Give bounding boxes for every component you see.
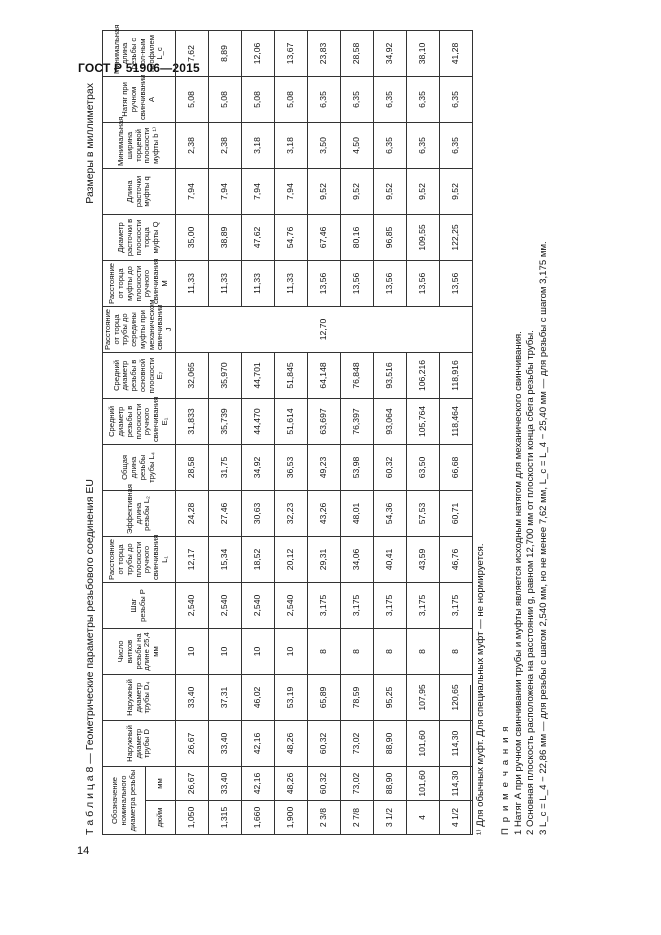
cell-inch: 1,050: [175, 801, 208, 835]
cell-L4: 60,32: [373, 444, 406, 490]
table-row: [208, 30, 241, 834]
cell-D4: 95,25: [373, 674, 406, 720]
col-header: Минимальная ширина торцевой плоскости муфты b ¹⁾: [103, 122, 176, 168]
footnote-separator: [470, 685, 471, 835]
cell-L2: 54,36: [373, 490, 406, 536]
cell-D: 73,02: [340, 720, 373, 766]
cell-E7: 44,701: [241, 352, 274, 398]
cell-L1: 12,17: [175, 536, 208, 582]
col-header: Расстояние от торца трубы до плоскости ручного свинчивания L₁: [103, 536, 176, 582]
cell-L1: 40,41: [373, 536, 406, 582]
cell-E7: 64,148: [307, 352, 340, 398]
cell-L1: 29,31: [307, 536, 340, 582]
cell-D4: 65,89: [307, 674, 340, 720]
cell-M: 13,56: [406, 260, 439, 306]
cell-L1: 34,06: [340, 536, 373, 582]
cell-b: 6,35: [439, 122, 472, 168]
cell-Q: 67,46: [307, 214, 340, 260]
cell-L4: 66,68: [439, 444, 472, 490]
cell-b: 3,18: [241, 122, 274, 168]
cell-D: 33,40: [208, 720, 241, 766]
col-header: Наружный диаметр трубы D₄: [103, 674, 176, 720]
units-note: Размеры в миллиметрах: [84, 83, 96, 204]
cell-L2: 27,46: [208, 490, 241, 536]
cell-mm: 26,67: [175, 766, 208, 800]
cell-q: 7,94: [208, 168, 241, 214]
cell-b: 3,18: [274, 122, 307, 168]
cell-mm: 88,90: [373, 766, 406, 800]
cell-L4: 34,92: [241, 444, 274, 490]
table-row: [274, 30, 307, 834]
cell-E7: 51,845: [274, 352, 307, 398]
cell-E7: 32,065: [175, 352, 208, 398]
cell-turns: 10: [175, 628, 208, 674]
cell-E7: 118,916: [439, 352, 472, 398]
cell-Lc: 41,28: [439, 30, 472, 76]
col-header: Натяг при ручном свинчивании A: [103, 76, 176, 122]
cell-E7: 35,970: [208, 352, 241, 398]
cell-b: 2,38: [208, 122, 241, 168]
cell-E1: 44,470: [241, 398, 274, 444]
cell-M: 13,56: [340, 260, 373, 306]
subheader-mm: мм: [146, 766, 175, 800]
cell-L4: 53,98: [340, 444, 373, 490]
cell-turns: 10: [241, 628, 274, 674]
cell-Lc: 8,89: [208, 30, 241, 76]
cell-J-merged: 12,70: [175, 306, 472, 352]
cell-A: 5,08: [241, 76, 274, 122]
col-header: Общая длина резьбы трубы L₄: [103, 444, 176, 490]
cell-mm: 114,30: [439, 766, 472, 800]
cell-Lc: 23,83: [307, 30, 340, 76]
cell-D4: 53,19: [274, 674, 307, 720]
cell-turns: 8: [439, 628, 472, 674]
cell-inch: 1,660: [241, 801, 274, 835]
document-code: ГОСТ Р 51906—2015: [78, 61, 200, 75]
cell-M: 11,33: [175, 260, 208, 306]
cell-q: 9,52: [373, 168, 406, 214]
cell-M: 13,56: [307, 260, 340, 306]
page-number: 14: [77, 845, 90, 857]
cell-turns: 8: [373, 628, 406, 674]
cell-turns: 8: [340, 628, 373, 674]
cell-A: 6,35: [406, 76, 439, 122]
cell-q: 7,94: [274, 168, 307, 214]
cell-L2: 30,63: [241, 490, 274, 536]
cell-mm: 101,60: [406, 766, 439, 800]
cell-A: 6,35: [340, 76, 373, 122]
cell-Q: 54,76: [274, 214, 307, 260]
cell-Lc: 38,10: [406, 30, 439, 76]
cell-L1: 15,34: [208, 536, 241, 582]
cell-Lc: 28,58: [340, 30, 373, 76]
cell-mm: 42,16: [241, 766, 274, 800]
cell-inch: 4 1/2: [439, 801, 472, 835]
cell-L2: 24,28: [175, 490, 208, 536]
notes-heading: П р и м е ч а н и я: [500, 724, 511, 835]
cell-L4: 31,75: [208, 444, 241, 490]
cell-E7: 106,216: [406, 352, 439, 398]
cell-b: 6,35: [373, 122, 406, 168]
cell-D: 101,60: [406, 720, 439, 766]
cell-Q: 38,89: [208, 214, 241, 260]
cell-A: 5,08: [175, 76, 208, 122]
cell-D4: 120,65: [439, 674, 472, 720]
cell-E7: 76,848: [340, 352, 373, 398]
cell-E1: 118,464: [439, 398, 472, 444]
cell-q: 9,52: [340, 168, 373, 214]
cell-q: 7,94: [175, 168, 208, 214]
table-title: Т а б л и ц а 8 — Геометрические параметры резьбового соединения EU: [84, 479, 96, 835]
cell-inch: 3 1/2: [373, 801, 406, 835]
cell-mm: 33,40: [208, 766, 241, 800]
cell-E1: 35,739: [208, 398, 241, 444]
cell-Q: 96,85: [373, 214, 406, 260]
cell-D: 48,26: [274, 720, 307, 766]
cell-P: 3,175: [406, 582, 439, 628]
col-header: Расстояние от торца трубы до середины муфты при механическом свинчивании J: [103, 306, 176, 352]
table-header-row: [103, 30, 146, 834]
subheader-inch: дюйм: [146, 801, 175, 835]
note-item: 2 Основная плоскость расположена на расстоянии g, равном 12,700 мм от плоскости конца сбега резьбы трубы.: [525, 330, 537, 835]
cell-L1: 43,59: [406, 536, 439, 582]
table-row: [439, 30, 472, 834]
cell-L2: 57,53: [406, 490, 439, 536]
cell-turns: 8: [406, 628, 439, 674]
cell-mm: 60,32: [307, 766, 340, 800]
cell-L1: 20,12: [274, 536, 307, 582]
cell-P: 3,175: [439, 582, 472, 628]
cell-L1: 18,52: [241, 536, 274, 582]
footnote: ¹⁾ Для обычных муфт. Для специальных муфт — не нормируется.: [475, 543, 486, 835]
cell-M: 13,56: [439, 260, 472, 306]
table-row: [241, 30, 274, 834]
cell-q: 9,52: [307, 168, 340, 214]
cell-L2: 60,71: [439, 490, 472, 536]
cell-D4: 78,59: [340, 674, 373, 720]
cell-turns: 10: [208, 628, 241, 674]
cell-turns: 8: [307, 628, 340, 674]
cell-M: 11,33: [208, 260, 241, 306]
cell-inch: 2 3/8: [307, 801, 340, 835]
cell-Lc: 13,67: [274, 30, 307, 76]
cell-P: 3,175: [373, 582, 406, 628]
cell-E1: 51,614: [274, 398, 307, 444]
cell-E7: 93,516: [373, 352, 406, 398]
cell-Q: 35,00: [175, 214, 208, 260]
cell-L2: 32,23: [274, 490, 307, 536]
cell-D: 88,90: [373, 720, 406, 766]
cell-P: 2,540: [241, 582, 274, 628]
cell-Lc: 7,62: [175, 30, 208, 76]
cell-P: 3,175: [307, 582, 340, 628]
cell-E1: 93,064: [373, 398, 406, 444]
cell-E1: 63,697: [307, 398, 340, 444]
cell-q: 7,94: [241, 168, 274, 214]
col-header: Эффективная длина резьбы L₂: [103, 490, 176, 536]
cell-E1: 31,833: [175, 398, 208, 444]
cell-Q: 122,25: [439, 214, 472, 260]
cell-L4: 63,50: [406, 444, 439, 490]
cell-L1: 46,76: [439, 536, 472, 582]
cell-A: 6,35: [307, 76, 340, 122]
cell-P: 3,175: [340, 582, 373, 628]
cell-q: 9,52: [406, 168, 439, 214]
cell-E1: 76,397: [340, 398, 373, 444]
col-header: Расстояние от торца муфты до плоскости ручного свинчивания M: [103, 260, 176, 306]
cell-mm: 48,26: [274, 766, 307, 800]
cell-M: 11,33: [274, 260, 307, 306]
table-row: [406, 30, 439, 834]
cell-D4: 46,02: [241, 674, 274, 720]
cell-M: 11,33: [241, 260, 274, 306]
cell-D4: 107,95: [406, 674, 439, 720]
cell-A: 6,35: [373, 76, 406, 122]
cell-mm: 73,02: [340, 766, 373, 800]
cell-M: 13,56: [373, 260, 406, 306]
cell-inch: 2 7/8: [340, 801, 373, 835]
cell-A: 5,08: [208, 76, 241, 122]
cell-D: 60,32: [307, 720, 340, 766]
cell-b: 2,38: [175, 122, 208, 168]
cell-D4: 33,40: [175, 674, 208, 720]
table-row: [340, 30, 373, 834]
table-row: [373, 30, 406, 834]
cell-L4: 28,58: [175, 444, 208, 490]
cell-D: 26,67: [175, 720, 208, 766]
col-header: Диаметр расточки в плоскости торца муфты Q: [103, 214, 176, 260]
cell-L2: 43,26: [307, 490, 340, 536]
col-header: Минимальная длина резьбы с пол-ным профилем L_c: [103, 30, 176, 76]
cell-L4: 36,53: [274, 444, 307, 490]
cell-Q: 80,16: [340, 214, 373, 260]
table-row: [307, 30, 340, 834]
cell-b: 4,50: [340, 122, 373, 168]
col-header: Длина расточки муфты q: [103, 168, 176, 214]
notes-block: [500, 241, 551, 835]
cell-inch: 1,900: [274, 801, 307, 835]
cell-A: 5,08: [274, 76, 307, 122]
note-item: 3 L_c = L_4 − 22,86 мм — для резьбы с шагом 2,540 мм, но не менее 7,62 мм, L_c = L_4 − 25,40 мм — для резьбы с шагом 3,175 мм.: [537, 241, 549, 835]
cell-Q: 109,55: [406, 214, 439, 260]
note-item: 1 Натяг А при ручном свинчивании трубы и муфты является исходным натягом для механического свинчивания.: [512, 331, 524, 835]
cell-P: 2,540: [208, 582, 241, 628]
table-body: [175, 30, 472, 834]
cell-q: 9,52: [439, 168, 472, 214]
cell-P: 2,540: [274, 582, 307, 628]
cell-inch: 4: [406, 801, 439, 835]
table-row: [175, 30, 208, 834]
designation-header: Обозначение номинального диаметра резьбы: [103, 766, 146, 834]
cell-D4: 37,31: [208, 674, 241, 720]
col-header: Наружный диаметр трубы D: [103, 720, 176, 766]
col-header: Средний диаметр резьбы в основной плоскости E₇: [103, 352, 176, 398]
cell-L4: 49,23: [307, 444, 340, 490]
cell-Lc: 12,06: [241, 30, 274, 76]
cell-P: 2,540: [175, 582, 208, 628]
col-header: Шаг резьбы P: [103, 582, 176, 628]
cell-A: 6,35: [439, 76, 472, 122]
cell-b: 3,50: [307, 122, 340, 168]
cell-L2: 48,01: [340, 490, 373, 536]
cell-D: 42,16: [241, 720, 274, 766]
cell-E1: 105,764: [406, 398, 439, 444]
thread-parameters-table: [102, 24, 473, 835]
cell-turns: 10: [274, 628, 307, 674]
col-header: Число витков резьбы на длине 25,4 мм: [103, 628, 176, 674]
cell-D: 114,30: [439, 720, 472, 766]
col-header: Средний диаметр резьбы в плоскости ручного свинчивания E₁: [103, 398, 176, 444]
cell-Lc: 34,92: [373, 30, 406, 76]
cell-b: 6,35: [406, 122, 439, 168]
cell-Q: 47,62: [241, 214, 274, 260]
cell-inch: 1,315: [208, 801, 241, 835]
